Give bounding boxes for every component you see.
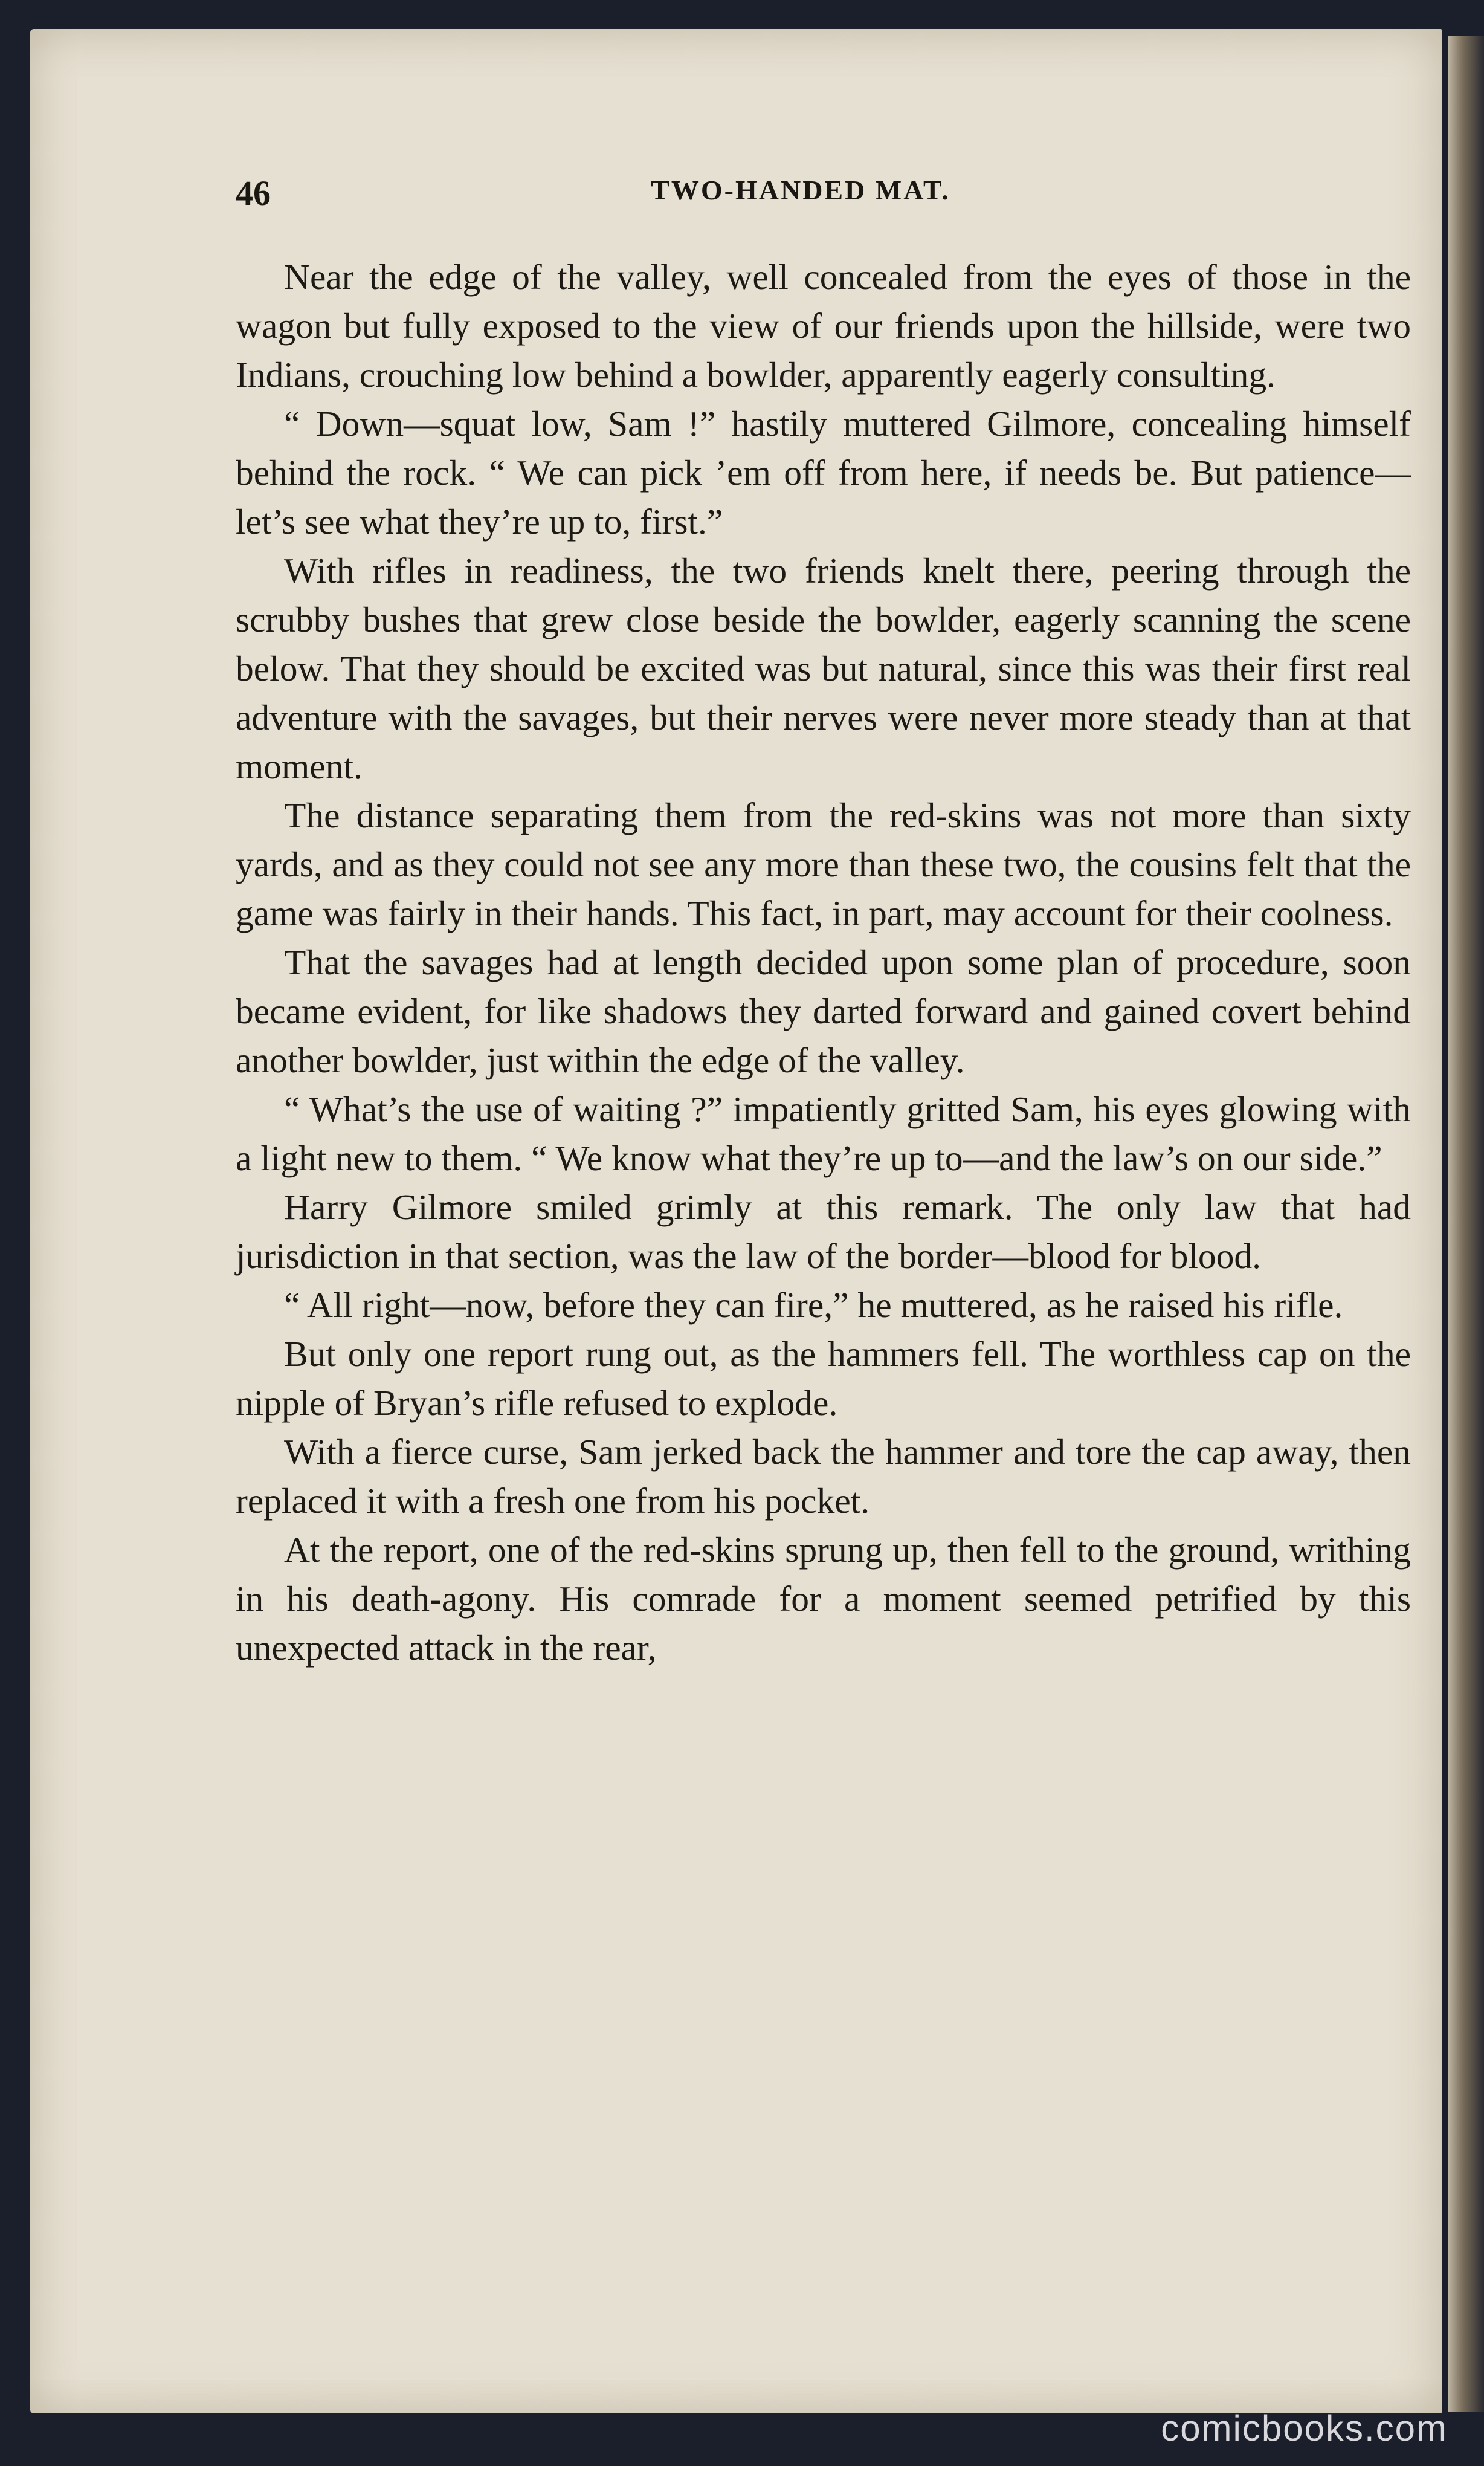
paragraph: With rifles in readiness, the two friends knelt there, peering through the scrubby bushes that grew close beside the bowlder, eagerly scanning the scene below. That they should be excited was but natural, since this was their first real adventure with the savages, but their nerves were never more steady than at that moment.: [236, 551, 1411, 786]
paragraph: That the savages had at length decided upon some plan of procedure, soon became evident, for like shadows they darted forward and gained covert behind another bowlder, just within the edge of the valley.: [236, 942, 1411, 1080]
paragraph: With a fierce curse, Sam jerked back the hammer and tore the cap away, then replaced it with a fresh one from his pocket.: [236, 1432, 1411, 1521]
paragraph: At the report, one of the red-skins sprung up, then fell to the ground, writhing in his death-agony. His comrade for a moment seemed petrified by this unexpected attack in the rear,: [236, 1530, 1411, 1668]
page-number: 46: [236, 173, 271, 213]
paragraph: “ Down—squat low, Sam !” hastily muttered Gilmore, concealing himself behind the rock. “ We can pick ’em off from here, if needs be. But patience—let’s see what they’re up to, first.”: [236, 404, 1411, 542]
paragraph: Near the edge of the valley, well concealed from the eyes of those in the wagon but fully exposed to the view of our friends upon the hillside, were two Indians, crouching low behind a bowlder, apparently eagerly consulting.: [236, 257, 1411, 395]
paragraph: But only one report rung out, as the hammers fell. The worthless cap on the nipple of Bryan’s rifle refused to explode.: [236, 1334, 1411, 1423]
watermark: comicbooks.com: [1161, 2408, 1448, 2448]
paragraph: “ All right—now, before they can fire,” he muttered, as he raised his rifle.: [284, 1285, 1343, 1325]
page-header: [199, 137, 1402, 213]
paragraph: Harry Gilmore smiled grimly at this remark. The only law that had jurisdiction in that section, was the law of the border—blood for blood.: [236, 1187, 1411, 1276]
body-text: [236, 253, 1411, 1672]
book-spine: [1448, 36, 1484, 2412]
running-title: TWO-HANDED MAT.: [651, 175, 950, 206]
paragraph: “ What’s the use of waiting ?” impatiently gritted Sam, his eyes glowing with a light new to them. “ We know what they’re up to—and the law’s on our side.”: [236, 1089, 1411, 1178]
paragraph: The distance separating them from the red-skins was not more than sixty yards, and as they could not see any more than these two, the cousins felt that the game was fairly in their hands. This fact, in part, may account for their coolness.: [236, 795, 1411, 933]
book-page: [30, 29, 1442, 2413]
